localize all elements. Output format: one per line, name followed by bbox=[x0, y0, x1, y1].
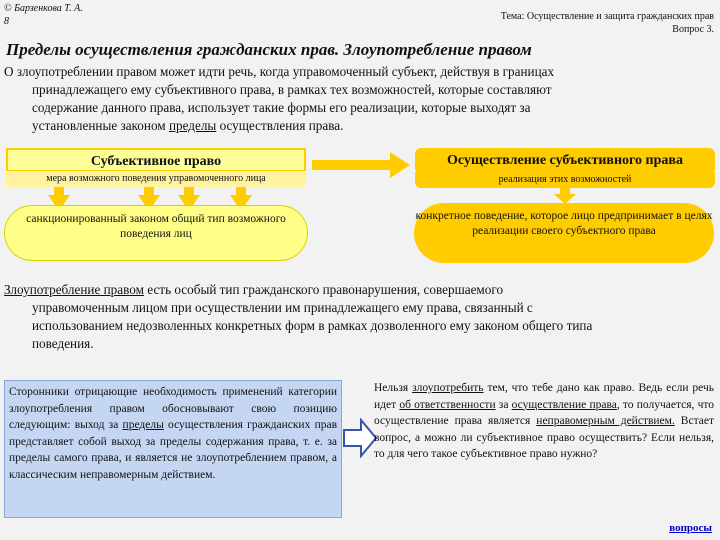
arrow-down-icon bbox=[554, 188, 576, 204]
definition-line: управомоченным лицом при осуществлении им принадлежащего ему права, связанный с bbox=[32, 300, 533, 315]
page-number: 8 bbox=[4, 16, 9, 27]
intro-line: содержание данного права, использует такие формы его реализации, которые выходят за bbox=[32, 100, 531, 115]
definition-line: использованием недозволенных конкретных форм в рамках дозволенного ему законом общего типа bbox=[32, 318, 593, 333]
arrow-right-icon bbox=[312, 152, 412, 178]
question-number: Вопрос 3. bbox=[672, 24, 714, 35]
definition-line: поведения. bbox=[32, 336, 94, 351]
topic-header bbox=[434, 10, 714, 36]
intro-line: О злоупотреблении правом может идти речь, когда управомоченный субъект, действуя в границах bbox=[4, 64, 555, 79]
intro-paragraph bbox=[4, 63, 712, 135]
general-behavior-type-oval: санкционированный законом общий тип возможного поведения лиц bbox=[4, 205, 308, 261]
intro-line: установленные законом пределы осуществления права. bbox=[32, 118, 344, 133]
questions-link[interactable]: вопросы bbox=[669, 522, 712, 534]
impossible-abuse-text: Нельзя злоупотребить тем, что тебе дано как право. Ведь если речь идет об ответственности за осуществление права, то получается, что осуществление права является неправомерным действием. Встает вопрос, а можно ли субъективное право осуществить? Если нельзя, то для чего такое субъективное право нужно? bbox=[374, 382, 715, 460]
copyright: © Барзенкова Т. А. bbox=[4, 3, 83, 14]
subjective-right-title: Субъективное право bbox=[6, 148, 306, 172]
exercise-of-right-subtitle: реализация этих возможностей bbox=[415, 172, 715, 188]
page-title: Пределы осуществления гражданских прав. Злоупотребление правом bbox=[6, 40, 532, 59]
hollow-arrow-right-icon bbox=[343, 418, 377, 458]
topic-line: Тема: Осуществление и защита гражданских прав bbox=[500, 11, 714, 22]
opponents-position-box: Сторонники отрицающие необходимость применений категории злоупотребления правом обосновывают свою позицию следующим: выход за пределы осуществления гражданских прав представляет собой выход за пределы содержания права, т. е. за пределы самого права, и является не злоупотреблением правом, а классическим неправомерным действием. bbox=[4, 380, 342, 518]
exercise-of-right-title: Осуществление субъективного права bbox=[415, 148, 715, 174]
subjective-right-subtitle: мера возможного поведения управомоченного лица bbox=[6, 171, 306, 187]
concrete-behavior-oval: конкретное поведение, которое лицо предпринимает в целях реализации своего субъектного права bbox=[414, 203, 714, 263]
definition-line: Злоупотребление правом есть особый тип гражданского правонарушения, совершаемого bbox=[4, 282, 504, 297]
abuse-definition bbox=[4, 281, 714, 353]
intro-line: принадлежащего ему субъективного права, в рамках тех возможностей, которые составляют bbox=[32, 82, 552, 97]
